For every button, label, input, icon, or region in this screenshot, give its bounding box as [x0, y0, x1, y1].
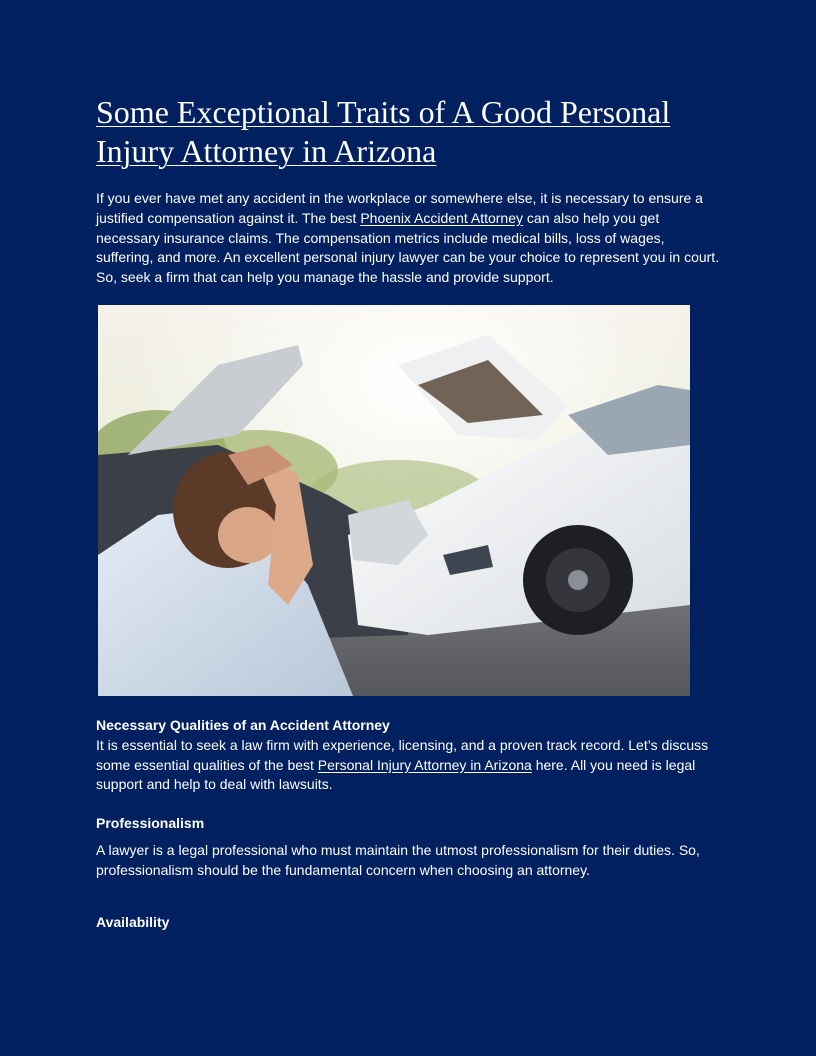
personal-injury-attorney-link[interactable]: Personal Injury Attorney in Arizona: [317, 756, 532, 773]
professionalism-paragraph: A lawyer is a legal professional who must maintain the utmost professionalism for their duties. So, professionalism should be the fundamental concern when choosing an attorney.: [96, 842, 700, 878]
phoenix-accident-attorney-link[interactable]: Phoenix Accident Attorney: [360, 209, 524, 226]
availability-heading: Availability: [96, 914, 170, 930]
intro-text-start: If you ever have met any accident in the workplace or somewhere else, it is necessary to ensure a justified compensation against it. The best: [96, 190, 703, 226]
qualities-text-end: here. All you need is legal support and help to deal with lawsuits.: [96, 756, 696, 793]
intro-text-end: can also help you get necessary insurance claims. The compensation metrics include medical bills, loss of wages, suffering, and more. An excellent personal injury lawyer can be your choice to represent you in court. So, seek a firm that can help you manage the hassle and provide support.: [96, 209, 720, 286]
car-accident-photo: [98, 305, 690, 696]
intro-paragraph: [96, 189, 722, 288]
professionalism-heading: Professionalism: [96, 815, 205, 831]
qualities-paragraph: [96, 736, 722, 795]
qualities-text-start: It is essential to seek a law firm with experience, licensing, and a proven track record. Let’s discuss some essential qualities of the best: [96, 736, 709, 773]
qualities-section: [96, 716, 722, 795]
page-title: Some Exceptional Traits of A Good Personal Injury Attorney in Arizona: [96, 94, 671, 169]
qualities-heading: Necessary Qualities of an Accident Attorney: [96, 717, 390, 733]
